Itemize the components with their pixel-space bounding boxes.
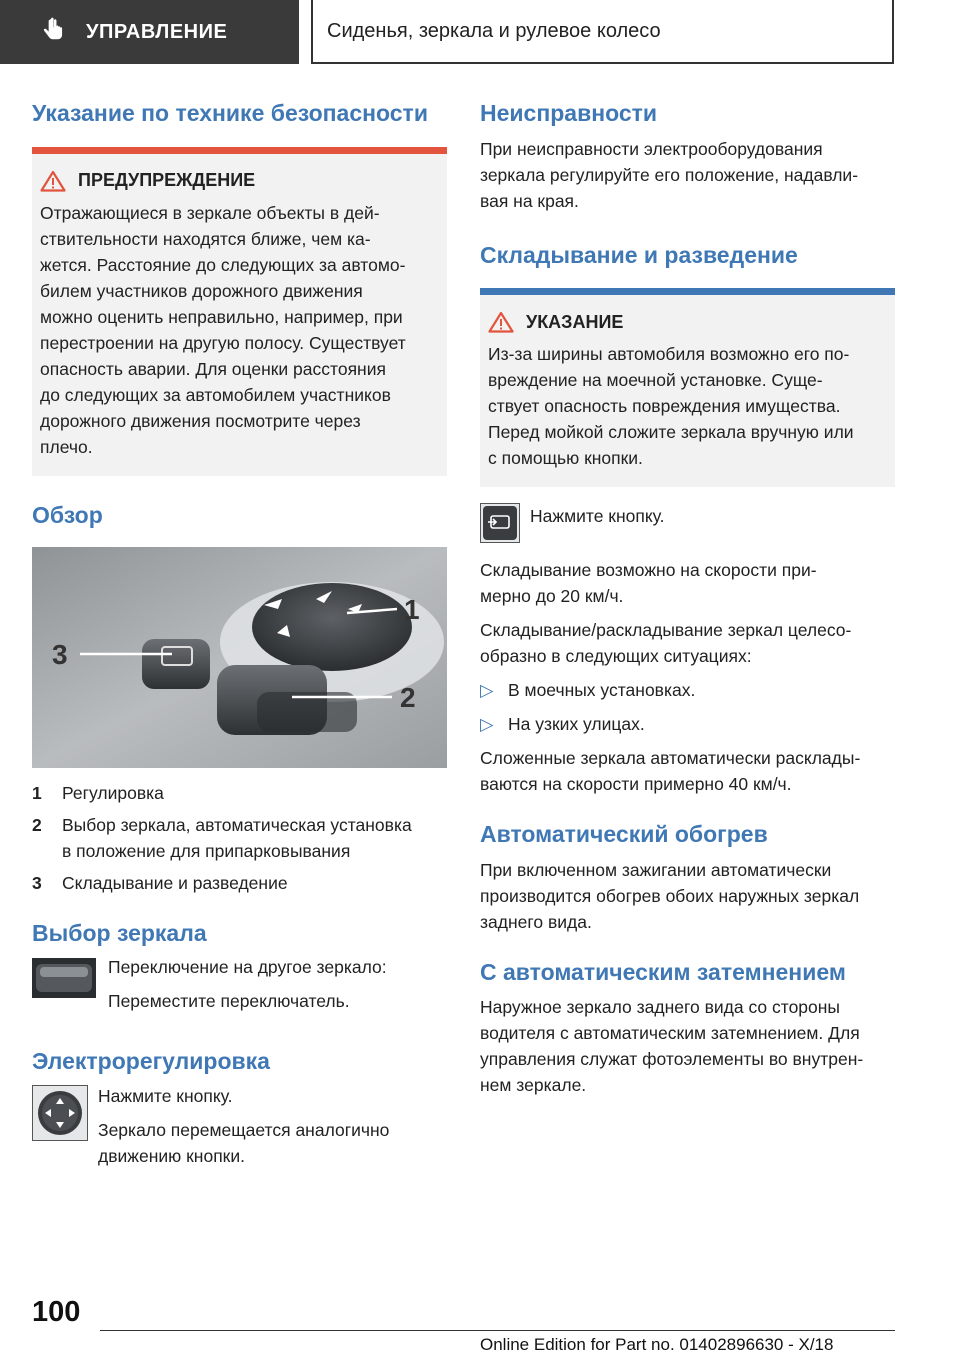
edition-text: Online Edition for Part no. 01402896630 - X/18	[480, 1335, 834, 1354]
electro-line: движению кнопки.	[98, 1146, 245, 1167]
heating-line: заднего вида.	[480, 911, 592, 932]
fold-speed-line: мерно до 20 км/ч.	[480, 586, 624, 607]
select-mirror-heading: Выбор зеркала	[32, 920, 207, 947]
notice-line: вреждение на моечной установке. Суще-	[488, 370, 823, 391]
list-item: 1 Регулировка	[32, 783, 164, 804]
list-item: 2 Выбор зеркала, автоматическая установка в положение для припарковывания	[32, 815, 412, 862]
electro-row	[32, 1083, 447, 1169]
warning-triangle-icon	[488, 311, 514, 333]
left-column	[32, 100, 447, 1169]
faults-line: вая на края.	[480, 190, 579, 211]
warning-header	[40, 170, 433, 192]
hand-pointer-icon	[38, 17, 68, 47]
warning-line: перестроении на другую полосу. Существует	[40, 332, 406, 353]
heating-heading: Автоматический обогрев	[480, 821, 768, 848]
overview-list	[32, 780, 447, 896]
warning-line: билем участников дорожного движения	[40, 280, 363, 301]
faults-line: При неисправности электрооборудования	[480, 138, 823, 159]
warning-line: плечо.	[40, 436, 93, 457]
heating-line: При включенном зажигании автоматически	[480, 859, 832, 880]
press-button-text: Нажмите кнопку.	[530, 506, 665, 527]
section-tab	[0, 0, 299, 64]
photo-callout-3: 3	[52, 639, 68, 671]
faults-line: зеркала регулируйте его положение, надавли-	[480, 164, 859, 185]
fold-heading: Складывание и разведение	[480, 241, 798, 268]
fold-useful-line: Складывание/раскладывание зеркал целесо-	[480, 620, 852, 641]
unfold-line: ваются на скорости примерно 40 км/ч.	[480, 774, 792, 795]
heating-line: производится обогрев обоих наружных зеркал	[480, 885, 860, 906]
bullet-triangle-icon: ▷	[480, 714, 494, 735]
warning-line: можно оценить неправильно, например, при	[40, 306, 403, 327]
notice-line: ствует опасность повреждения имущества.	[488, 396, 841, 417]
electro-heading: Электрорегулировка	[32, 1047, 270, 1074]
fold-speed-line: Складывание возможно на скорости при-	[480, 560, 817, 581]
overview-heading: Обзор	[32, 501, 103, 528]
warning-line: до следующих за автомобилем участников	[40, 384, 391, 405]
fold-mirror-button-icon	[480, 503, 520, 543]
warning-line: дорожного движения посмотрите через	[40, 410, 361, 431]
warning-line: опасность аварии. Для оценки расстояния	[40, 358, 386, 379]
dimming-line: нем зеркале.	[480, 1075, 587, 1096]
dimming-line: управления служат фотоэлементы во внутрен-	[480, 1049, 864, 1070]
notice-title: УКАЗАНИЕ	[526, 311, 624, 332]
notice-header	[488, 311, 881, 333]
chapter-title: Сиденья, зеркала и рулевое колесо	[311, 0, 894, 64]
mirror-adjust-button-icon	[32, 1085, 88, 1141]
mirror-selector-switch-icon	[32, 958, 96, 998]
list-item: 3 Складывание и разведение	[32, 873, 288, 894]
electro-line: Зеркало перемещается аналогично	[98, 1120, 390, 1141]
section-label: УПРАВЛЕНИЕ	[86, 20, 228, 43]
select-line: Переключение на другое зеркало:	[108, 956, 387, 977]
mirror-controls-photo	[32, 547, 447, 768]
photo-callout-1: 1	[404, 594, 420, 626]
notice-line: Перед мойкой сложите зеркала вручную или	[488, 422, 854, 443]
faults-heading: Неисправности	[480, 100, 658, 126]
photo-callout-2: 2	[400, 682, 416, 714]
footer-divider	[100, 1330, 895, 1331]
select-line: Переместите переключатель.	[108, 990, 350, 1011]
bullet-item: ▷ На узких улицах.	[480, 711, 895, 737]
right-column	[480, 100, 895, 1098]
notice-line: с помощью кнопки.	[488, 448, 643, 469]
bullet-triangle-icon: ▷	[480, 680, 494, 701]
electro-line: Нажмите кнопку.	[98, 1086, 233, 1107]
bullet-item: ▷ В моечных установках.	[480, 677, 895, 703]
fold-button-row	[480, 503, 895, 543]
warning-line: ствительности находятся ближе, чем ка-	[40, 228, 371, 249]
dimming-line: водителя с автоматическим затемнением. Для	[480, 1023, 860, 1044]
dimming-heading: С автоматическим затемнением	[480, 958, 846, 985]
warning-title: ПРЕДУПРЕЖДЕНИЕ	[78, 170, 256, 191]
notice-line: Из-за ширины автомобиля возможно его по-	[488, 344, 850, 365]
page-number: 100	[32, 1296, 81, 1328]
select-mirror-row	[32, 954, 447, 1014]
safety-heading: Указание по технике безопасности	[32, 100, 428, 126]
fold-useful-line: образно в следующих ситуациях:	[480, 646, 752, 667]
unfold-line: Сложенные зеркала автоматически расклады-	[480, 748, 861, 769]
warning-line: Отражающиеся в зеркале объекты в дей-	[40, 202, 380, 223]
warning-box	[32, 147, 447, 476]
notice-box	[480, 288, 895, 487]
dimming-line: Наружное зеркало заднего вида со стороны	[480, 997, 841, 1018]
warning-triangle-icon	[40, 170, 66, 192]
warning-line: жется. Расстояние до следующих за автомо-	[40, 254, 406, 275]
